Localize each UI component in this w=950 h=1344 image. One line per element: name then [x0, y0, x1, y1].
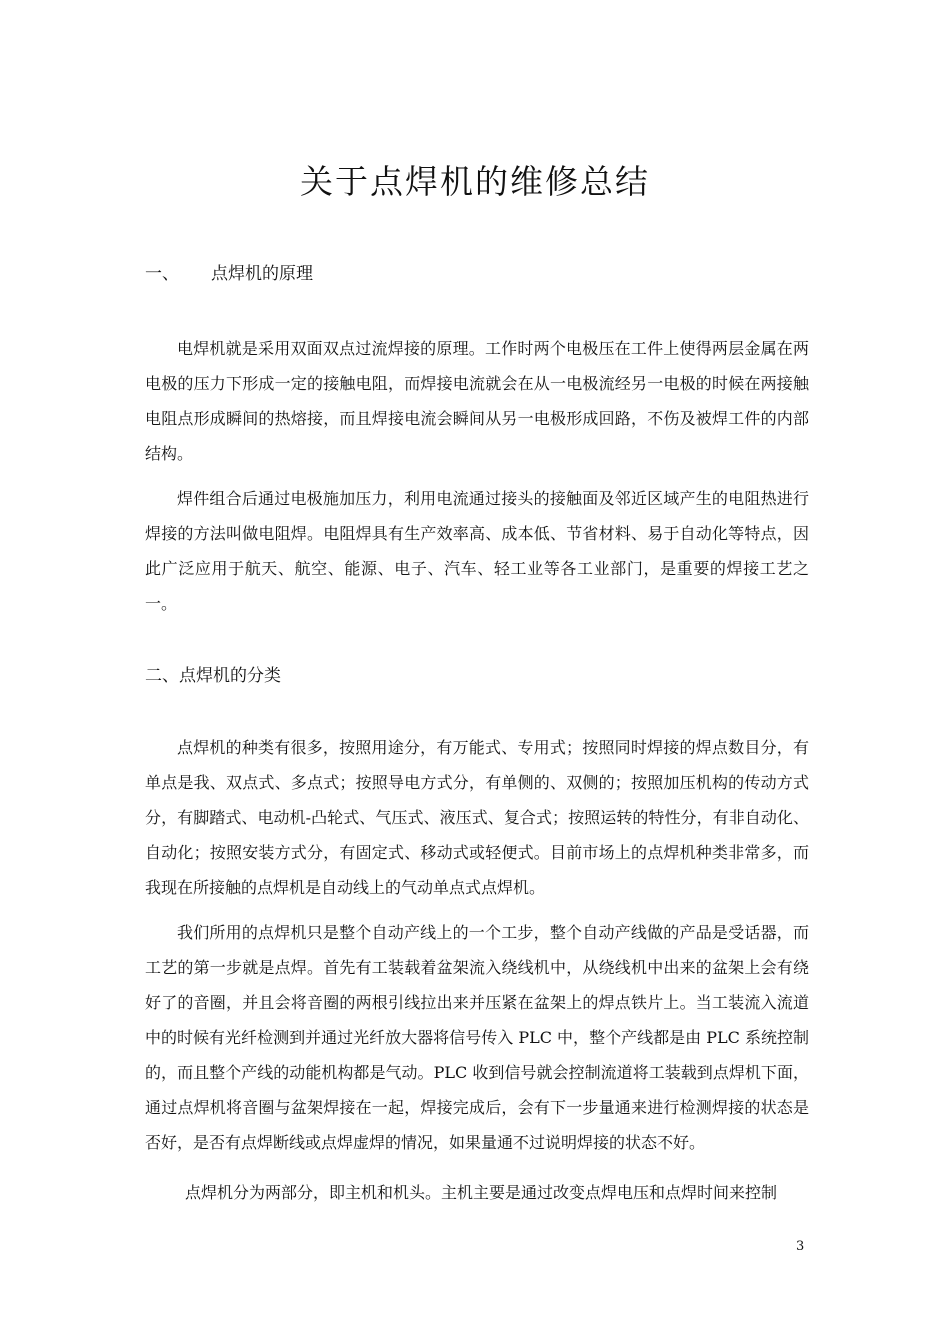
section-title: 点焊机的原理	[211, 264, 313, 284]
section-number: 二、	[145, 666, 179, 686]
paragraph: 焊件组合后通过电极施加压力，利用电流通过接头的接触面及邻近区域产生的电阻热进行焊接的方法叫做电阻焊。电阻焊具有生产效率高、成本低、节省材料、易于自动化等特点，因此广泛应用于航天、航空、能源、电子、汽车、轻工业等各工业部门，是重要的焊接工艺之一。	[145, 489, 809, 613]
paragraph: 我们所用的点焊机只是整个自动产线上的一个工步，整个自动产线做的产品是受话器，而工艺的第一步就是点焊。首先有工装载着盆架流入绕线机中，从绕线机中出来的盆架上会有绕好了的音圈，并且会将音圈的两根引线拉出来并压紧在盆架上的焊点铁片上。当工装流入流道中的时候有光纤检测到并通过光纤放大器将信号传入 PLC 中，整个产线都是由 PLC 系统控制的，而且整个产线的动能机构都是气动。PLC 收到信号就会控制流道将工装载到点焊机下面，通过点焊机将音圈与盆架焊接在一起，焊接完成后，会有下一步量通来进行检测焊接的状态是否好，是否有点焊断线或点焊虚焊的情况，如果量通不过说明焊接的状态不好。	[145, 923, 809, 1152]
paragraph: 电焊机就是采用双面双点过流焊接的原理。工作时两个电极压在工件上使得两层金属在两电极的压力下形成一定的接触电阻，而焊接电流就会在从一电极流经另一电极的时候在两接触电阻点形成瞬间的热熔接，而且焊接电流会瞬间从另一电极形成回路，不伤及被焊工件的内部结构。	[145, 339, 809, 463]
page-number: 3	[796, 1239, 805, 1254]
paragraph: 点焊机分为两部分，即主机和机头。主机主要是通过改变点焊电压和点焊时间来控制	[185, 1183, 778, 1202]
document-title: 关于点焊机的维修总结	[300, 162, 650, 201]
paragraph: 点焊机的种类有很多，按照用途分，有万能式、专用式；按照同时焊接的焊点数目分，有单点是我、双点式、多点式；按照导电方式分，有单侧的、双侧的；按照加压机构的传动方式分，有脚踏式、电动机-凸轮式、气压式、液压式、复合式；按照运转的特性分，有非自动化、自动化；按照安装方式分，有固定式、移动式或轻便式。目前市场上的点焊机种类非常多，而我现在所接触的点焊机是自动线上的气动单点式点焊机。	[145, 738, 809, 897]
section-heading-classification	[145, 664, 281, 688]
section-heading-principle	[145, 262, 313, 286]
section-title: 点焊机的分类	[179, 666, 281, 686]
section-number: 一、	[145, 264, 179, 284]
